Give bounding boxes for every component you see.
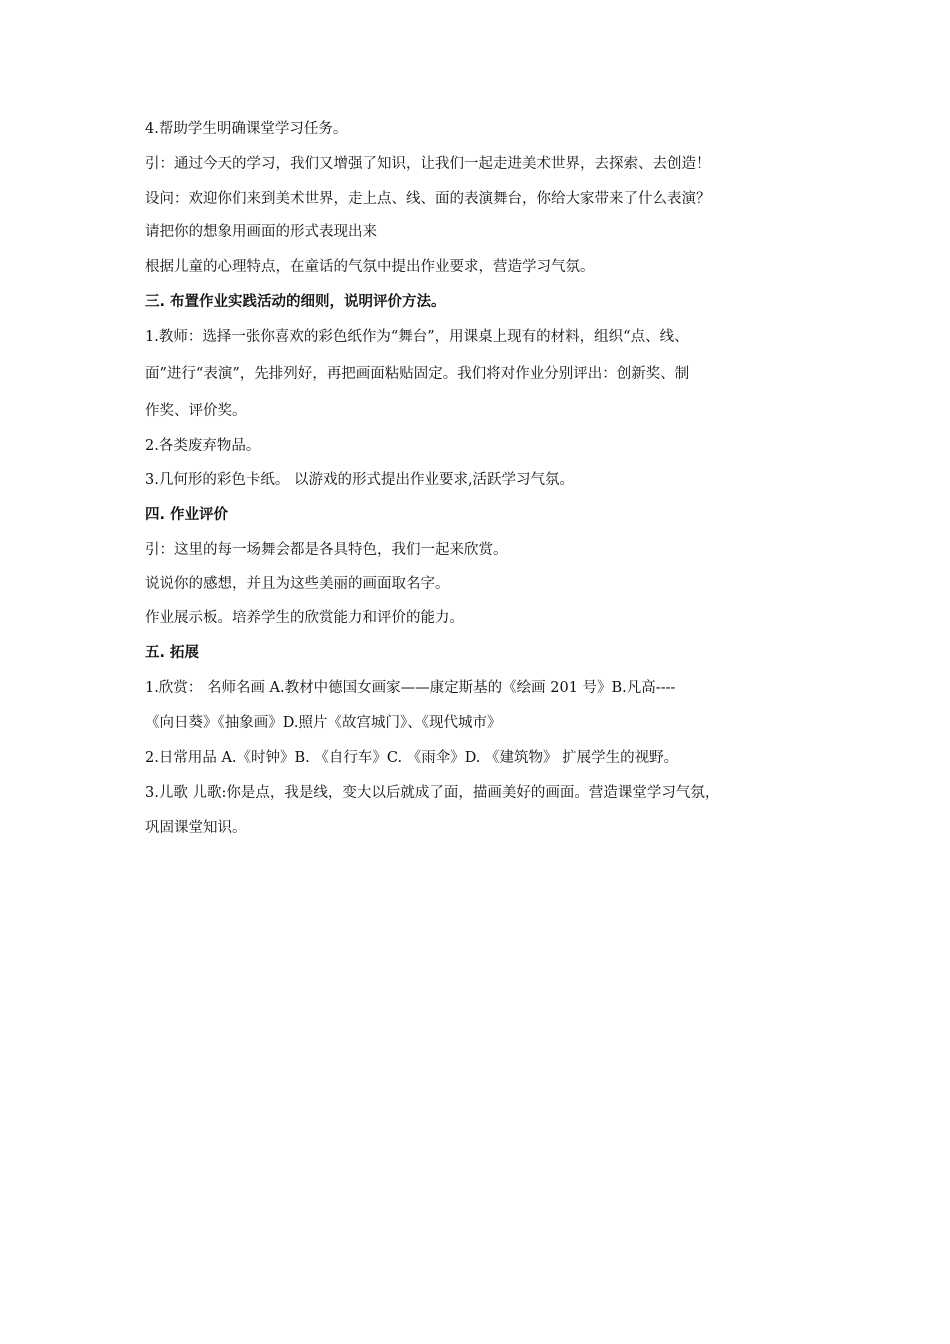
text-line-feelings: 说说你的感想，并且为这些美丽的画面取名字。 [145, 576, 450, 592]
text-line-display-board: 作业展示板。培养学生的欣赏能力和评价的能力。 [145, 610, 464, 626]
text-line-teacher-3: 作奖、评价奖。 [145, 403, 247, 419]
text-line-intro: 引：通过今天的学习，我们又增强了知识，让我们一起走进美术世界，去探索、去创造！ [145, 156, 711, 172]
text-line-psychology: 根据儿童的心理特点，在童话的气氛中提出作业要求，营造学习气氛。 [145, 259, 595, 275]
text-line-daily-items: 2.日常用品 A.《时钟》B. 《自行车》C. 《雨伞》D. 《建筑物》 扩展学生的视野。 [145, 750, 679, 766]
text-line-cardstock: 3.几何形的彩色卡纸。 以游戏的形式提出作业要求,活跃学习气氛。 [145, 472, 575, 488]
section-heading-4: 四. 作业评价 [145, 507, 229, 523]
text-line-appreciation-2: 《向日葵》《抽象画》D.照片《故宫城门》、《现代城市》 [145, 715, 502, 731]
text-line-imagination: 请把你的想象用画面的形式表现出来 [145, 224, 377, 240]
text-line-task: 4.帮助学生明确课堂学习任务。 [145, 121, 348, 137]
text-line-teacher-2: 面”进行“表演”，先排列好，再把画面粘贴固定。我们将对作业分别评出：创新奖、制 [145, 366, 690, 382]
section-heading-5: 五. 拓展 [145, 645, 200, 661]
text-line-appreciation-1: 1.欣赏： 名师名画 A.教材中德国女画家——康定斯基的《绘画 201 号》B.凡高---- [145, 680, 676, 696]
text-line-question: 设问：欢迎你们来到美术世界，走上点、线、面的表演舞台，你给大家带来了什么表演？ [145, 191, 711, 207]
text-line-song-2: 巩固课堂知识。 [145, 820, 247, 836]
text-line-waste: 2.各类废弃物品。 [145, 438, 261, 454]
section-heading-3: 三. 布置作业实践活动的细则，说明评价方法。 [145, 294, 446, 310]
text-line-dance: 引：这里的每一场舞会都是各具特色，我们一起来欣赏。 [145, 542, 508, 558]
text-line-song-1: 3.儿歌 儿歌:你是点，我是线，变大以后就成了面，描画美好的画面。营造课堂学习气氛， [145, 785, 720, 801]
text-line-teacher-1: 1.教师：选择一张你喜欢的彩色纸作为“舞台”，用课桌上现有的材料，组织“点、线、 [145, 329, 689, 345]
